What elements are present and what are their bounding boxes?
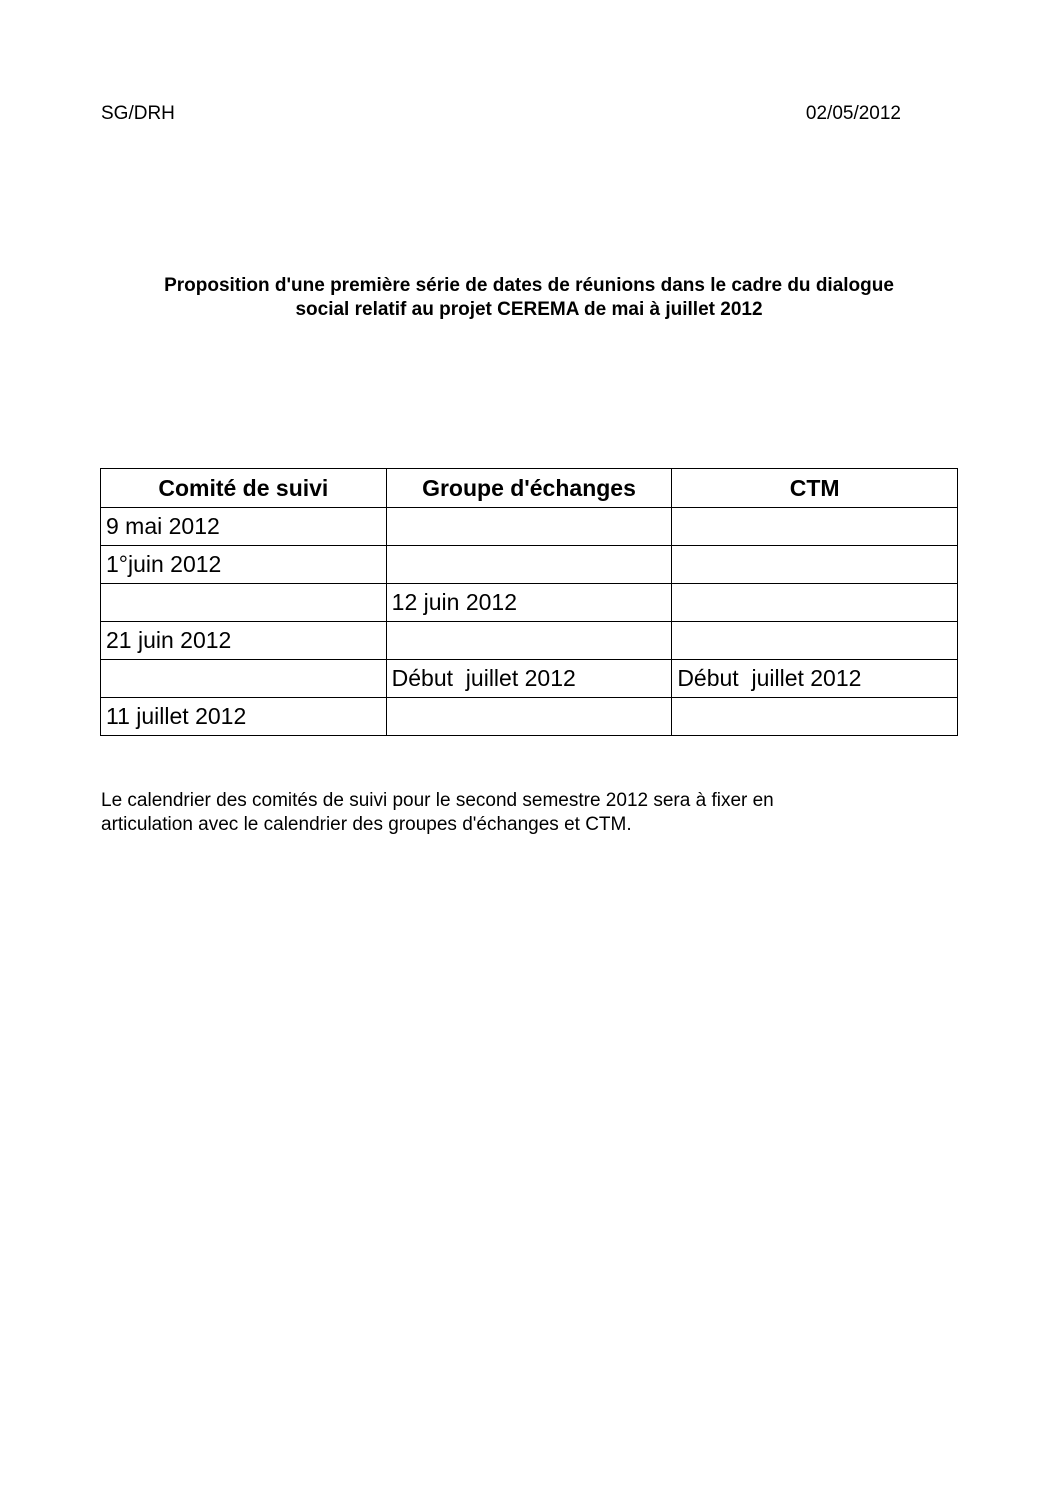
table-row [101, 508, 958, 546]
column-header-groupe-echanges: Groupe d'échanges [386, 469, 672, 508]
table-cell [672, 584, 958, 622]
footer-line-1: Le calendrier des comités de suivi pour le second semestre 2012 sera à fixer en [101, 790, 774, 811]
title-line-1: Proposition d'une première série de dates de réunions dans le cadre du dialogue [164, 275, 894, 296]
table-cell: 12 juin 2012 [386, 584, 672, 622]
document-title [100, 274, 958, 322]
table-cell: 11 juillet 2012 [101, 698, 387, 736]
table-cell: 9 mai 2012 [101, 508, 387, 546]
table-row [101, 584, 958, 622]
table-cell [672, 698, 958, 736]
table-row [101, 546, 958, 584]
meeting-schedule-table [100, 468, 958, 736]
table-cell [386, 698, 672, 736]
table-row [101, 622, 958, 660]
department-label: SG/DRH [101, 103, 175, 124]
table-cell [672, 622, 958, 660]
table-cell [386, 622, 672, 660]
table-cell: 1°juin 2012 [101, 546, 387, 584]
footer-line-2: articulation avec le calendrier des groupes d'échanges et CTM. [101, 814, 632, 835]
table-cell [386, 508, 672, 546]
table-cell: Début juillet 2012 [672, 660, 958, 698]
column-header-comite-de-suivi: Comité de suivi [101, 469, 387, 508]
table-row [101, 698, 958, 736]
table-cell [386, 546, 672, 584]
document-date: 02/05/2012 [805, 103, 901, 124]
table-row [101, 660, 958, 698]
table-cell [101, 584, 387, 622]
column-header-ctm: CTM [672, 469, 958, 508]
table-header-row [101, 469, 958, 508]
table-cell [101, 660, 387, 698]
table-cell [672, 508, 958, 546]
table-cell [672, 546, 958, 584]
title-line-2: social relatif au projet CEREMA de mai à juillet 2012 [295, 299, 763, 320]
table-cell: 21 juin 2012 [101, 622, 387, 660]
table-cell: Début juillet 2012 [386, 660, 672, 698]
footer-note [101, 789, 921, 837]
